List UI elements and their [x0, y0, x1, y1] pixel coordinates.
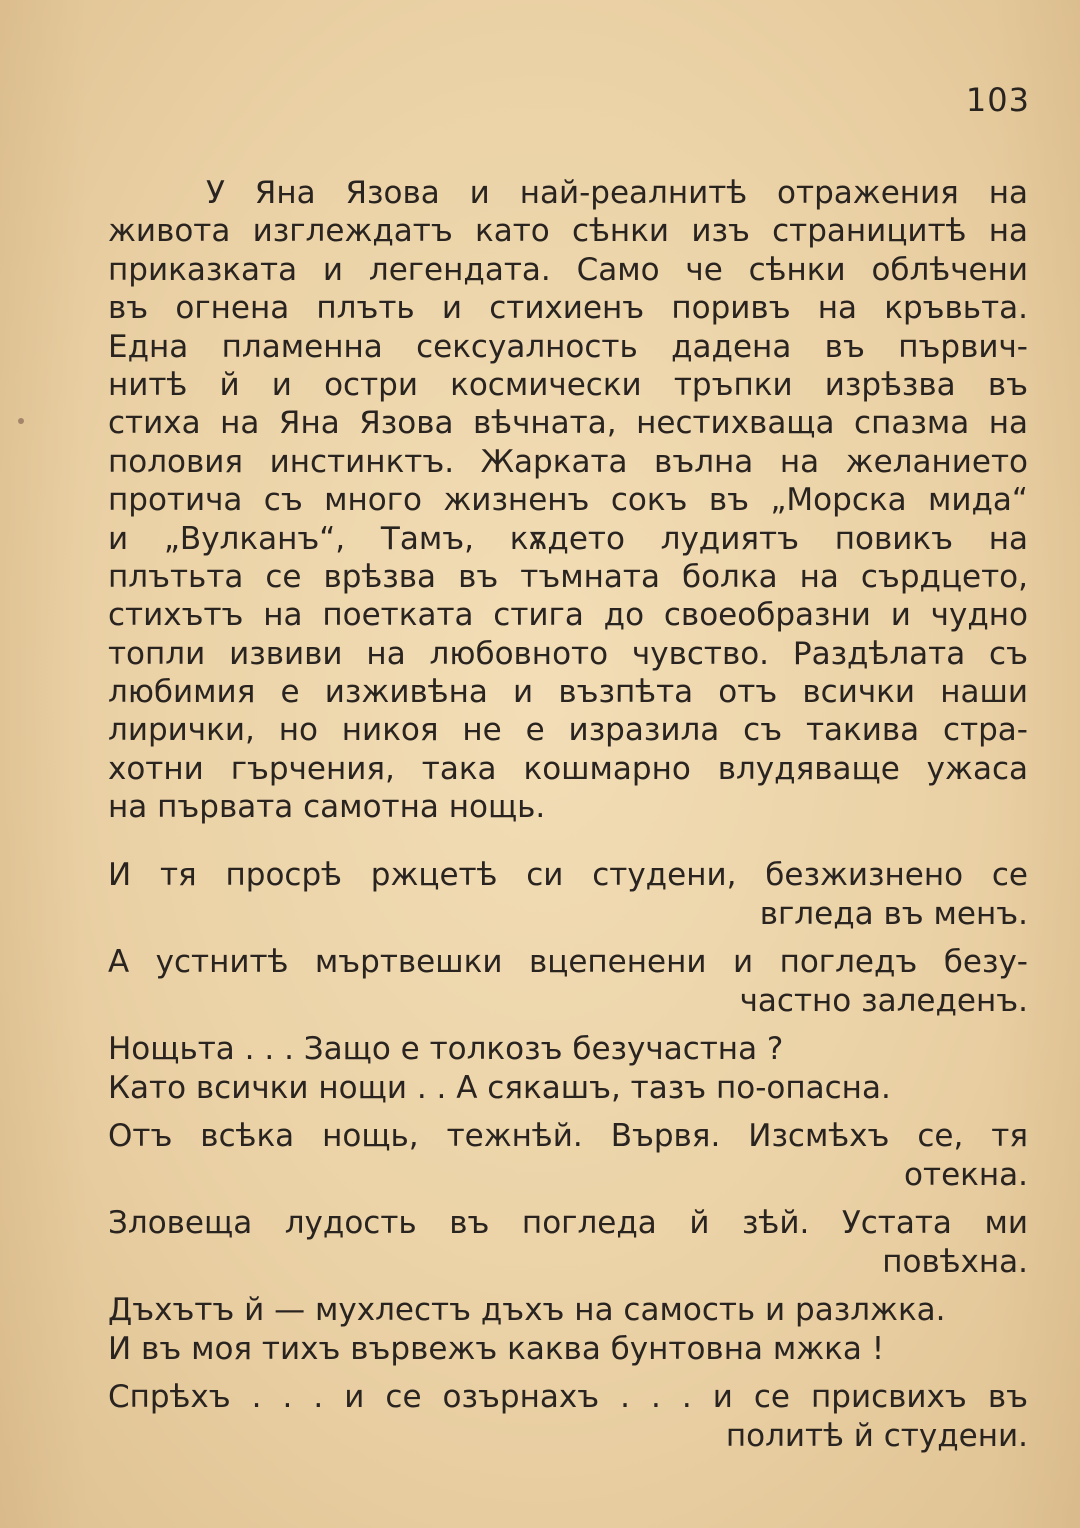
text-line: лирички, но никоя не е изразила съ такива стра-: [108, 712, 1028, 749]
poem-line: И тя просрѣ ржцетѣ си студени, безжизнено се: [108, 857, 1028, 893]
text-line: протича съ много жизненъ сокъ въ „Морска мида“: [108, 482, 1028, 519]
text-line: половия инстинктъ. Жарката вълна на желанието: [108, 443, 1028, 480]
poem-stanza: [108, 1030, 1028, 1107]
page-number: 103: [965, 81, 1030, 119]
poem-line-continuation: вгледа въ менъ.: [759, 895, 1028, 932]
text-line: любимия е изживѣна и възпѣта отъ всички наши: [108, 674, 1028, 711]
text-line: плътьта се врѣзва въ тъмната болка на сърдцето,: [108, 558, 1028, 595]
poem-line-continuation: частно заледенъ.: [739, 982, 1028, 1019]
poem-line: Като всички нощи . . А сякашъ, тазъ по-опасна.: [108, 1069, 891, 1106]
poem-stanza: [108, 1378, 1028, 1455]
poem-line: Дъхътъ й — мухлестъ дъхъ на самость и разлжка.: [108, 1292, 946, 1328]
poem-excerpt: [108, 856, 1028, 1455]
poem-line: И въ моя тихъ вървежъ каква бунтовна мжка !: [108, 1330, 885, 1367]
paper-stain: [18, 418, 24, 424]
text-line: въ огнена плъть и стихиенъ поривъ на кръвьта.: [108, 290, 1028, 327]
text-line: приказката и легендата. Само че сѣнки облѣчени: [108, 251, 1028, 288]
text-line: живота изглеждатъ като сѣнки изъ страницитѣ на: [108, 213, 1028, 250]
poem-stanza: [108, 1117, 1028, 1194]
poem-line-continuation: политѣ й студени.: [725, 1417, 1028, 1454]
poem-line: Нощьта . . . Защо е толкозъ безучастна ?: [108, 1031, 784, 1067]
poem-line: Спрѣхъ . . . и се озърнахъ . . . и се присвихъ въ: [108, 1379, 1028, 1415]
text-line: нитѣ й и остри космически тръпки изрѣзва въ: [108, 366, 1028, 403]
text-line: стиха на Яна Язова вѣчната, нестихваща спазма на: [108, 405, 1028, 442]
poem-stanza: [108, 1291, 1028, 1368]
poem-line-continuation: повѣхна.: [882, 1243, 1028, 1280]
text-line: хотни гърчения, така кошмарно влудяваще ужаса: [108, 750, 1028, 787]
poem-stanza: [108, 856, 1028, 933]
text-line: У Яна Язова и най-реалнитѣ отражения на: [206, 175, 1028, 211]
text-line: Една пламенна сексуалность дадена въ първич-: [108, 328, 1028, 365]
text-line: на първата самотна нощь.: [108, 789, 546, 826]
poem-line: Отъ всѣка нощь, тежнѣй. Вървя. Изсмѣхъ се, тя: [108, 1118, 1028, 1154]
poem-line: Зловеща лудость въ погледа й зѣй. Устата ми: [108, 1205, 1028, 1241]
poem-stanza: [108, 943, 1028, 1020]
poem-line: А устнитѣ мъртвешки вцепенени и погледъ безу-: [108, 944, 1028, 980]
text-line: и „Вулканъ“, Тамъ, кѫдето лудиятъ повикъ на: [108, 520, 1028, 557]
prose-paragraph: [108, 174, 1028, 827]
text-line: топли извиви на любовното чувство. Раздѣлата съ: [108, 635, 1028, 672]
text-line: стихътъ на поетката стига до своеобразни и чудно: [108, 597, 1028, 634]
poem-line-continuation: отекна.: [904, 1156, 1028, 1193]
poem-stanza: [108, 1204, 1028, 1281]
